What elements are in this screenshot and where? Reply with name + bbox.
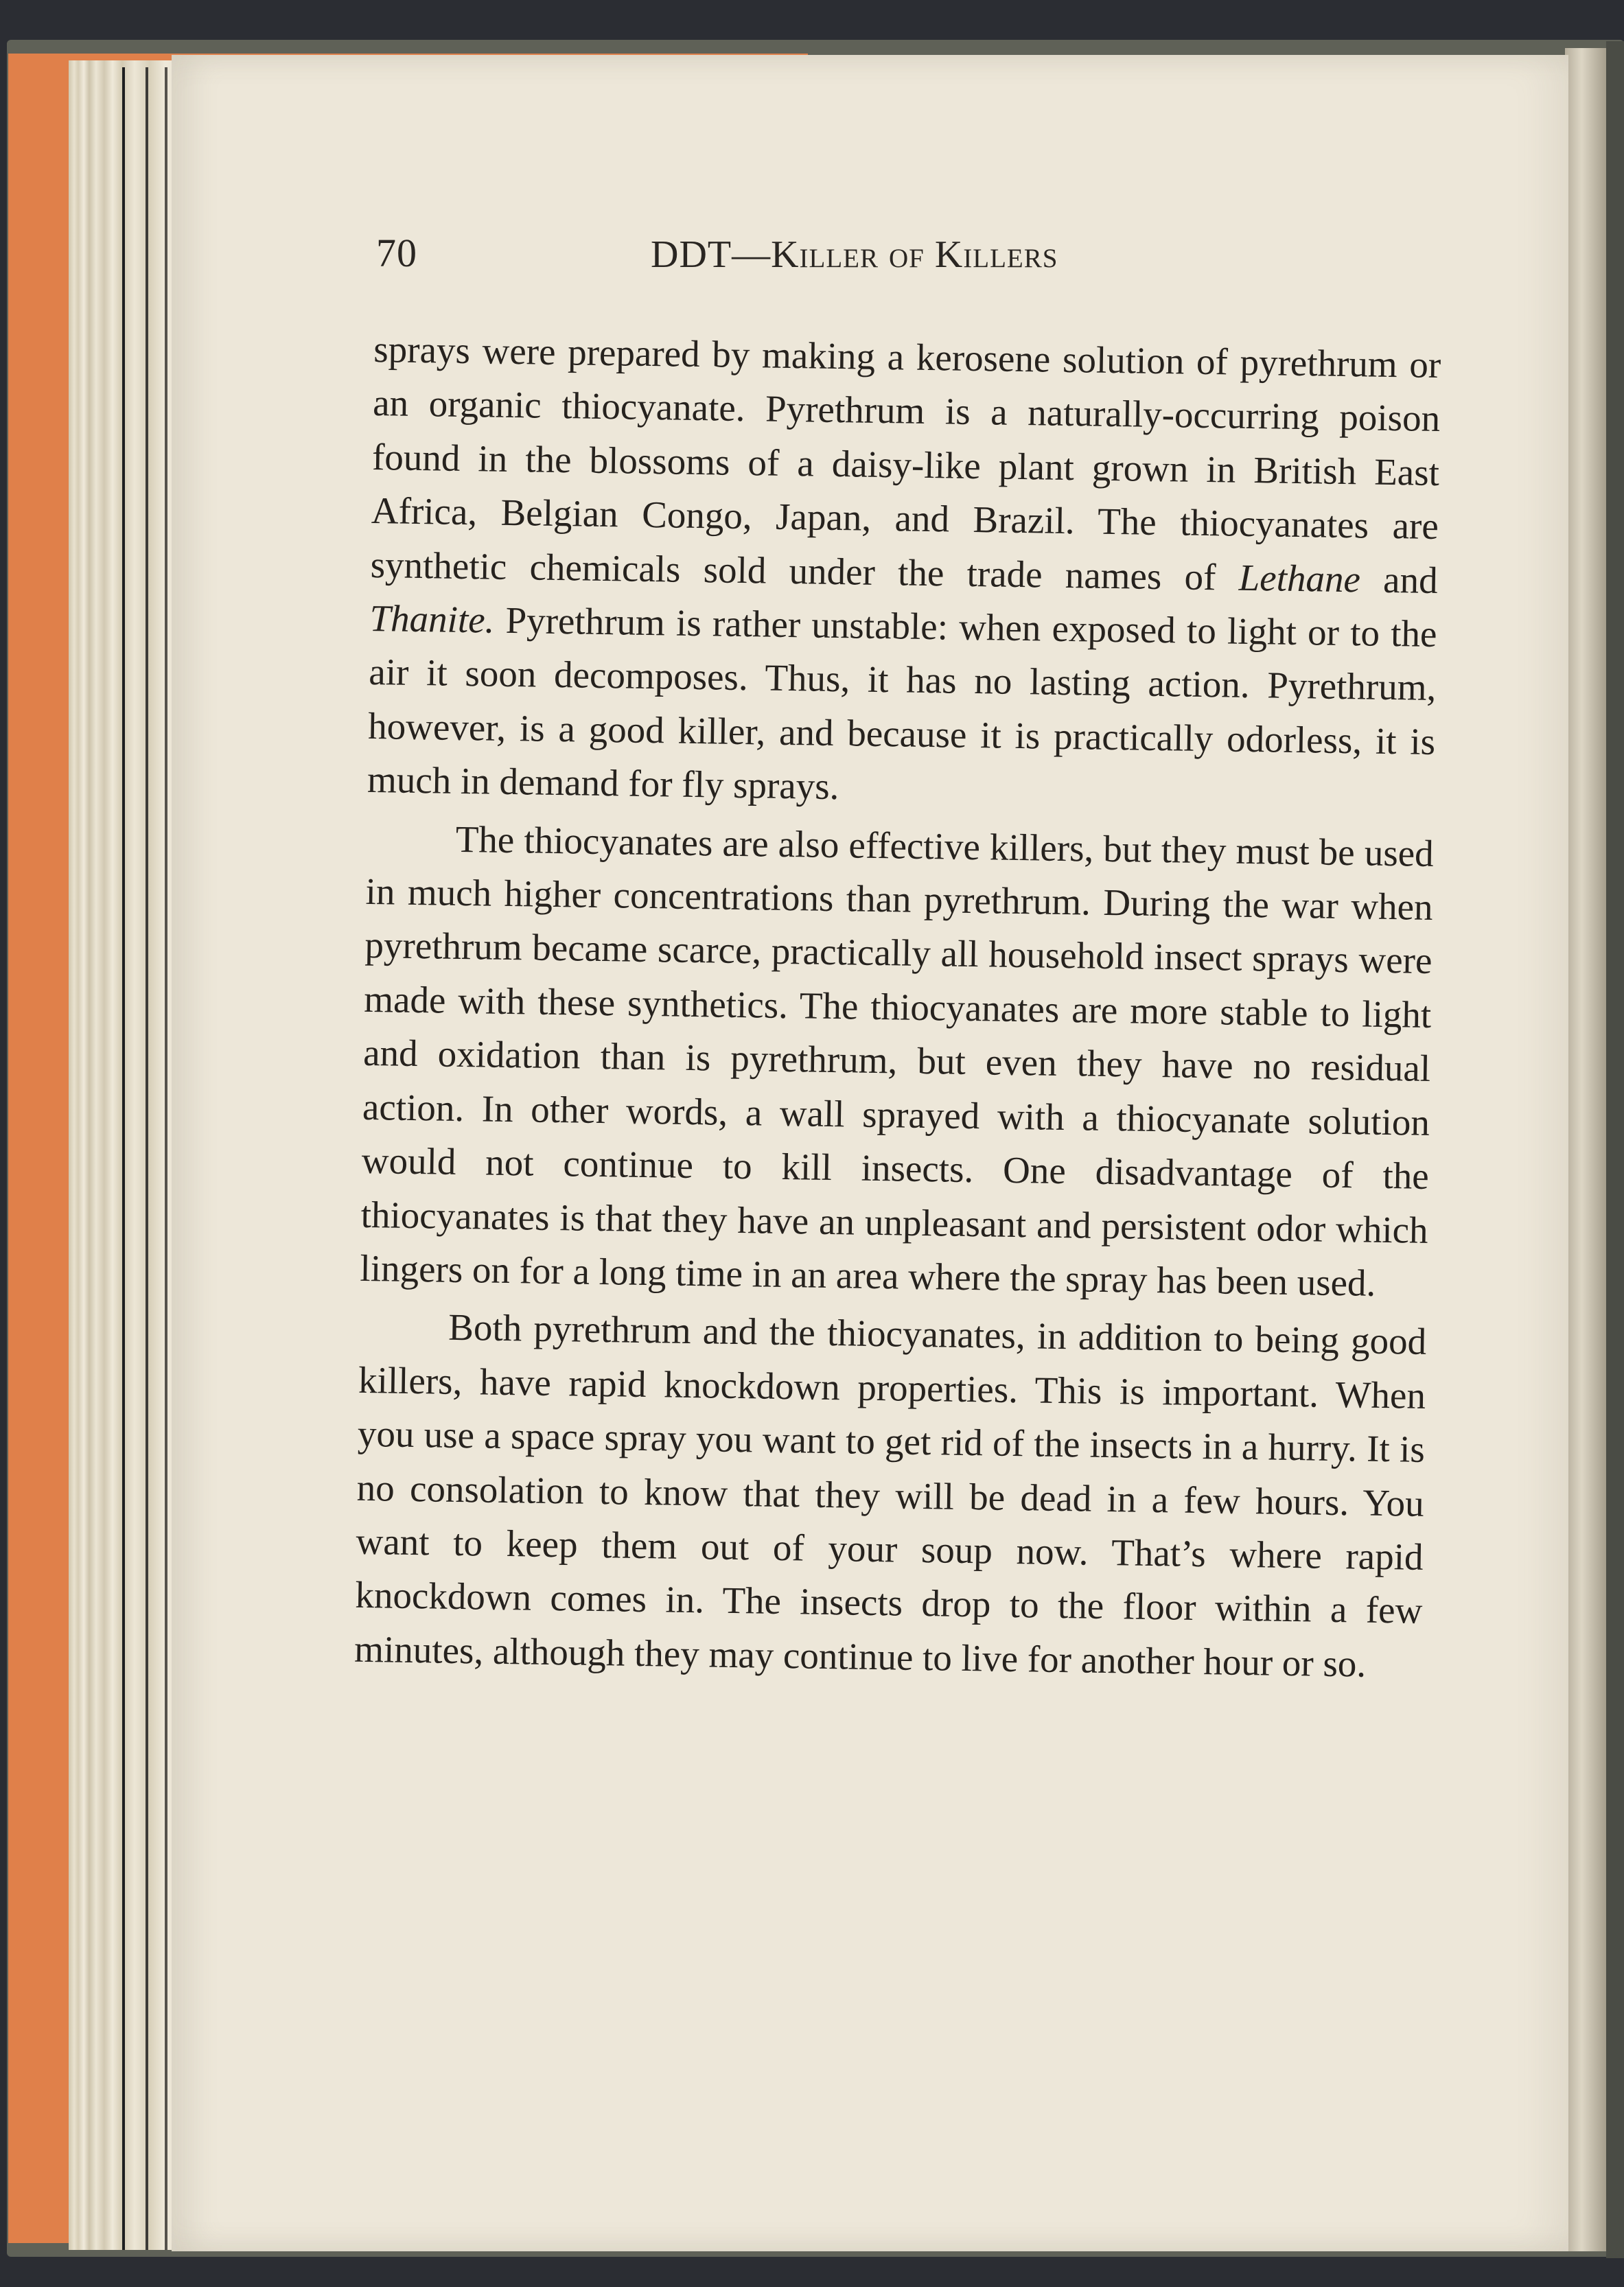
- facing-page-edge: [1565, 48, 1606, 2251]
- paragraph-3: Both pyrethrum and the thiocyanates, in addition to being good killers, have rapid knockdown properties. This is important. When you use a space spray you want to get rid of the insects in a hurry. It is no consolation to know that they will be dead in a few hours. You want to keep them out of your soup now. That’s where rapid knockdown comes in. The insects drop to the floor within a few minutes, although they may continue to live for another hour or so.: [353, 1306, 1427, 1685]
- paragraph-2: The thiocyanates are also effective killers, but they must be used in much higher concentrations than pyrethrum. During the war when pyrethrum became scarce, practically all household insect sprays were made with these synthetics. The thiocyanates are more stable to light and oxidation than is pyrethrum, but even they have no residual action. In other words, a wall sprayed with a thiocyanate solution would not continue to kill insects. One disadvantage of the thiocyanates is that they have an unpleasant and persistent odor which lingers on for a long time in an area where the spray has been used.: [360, 817, 1435, 1304]
- running-title: DDT—Killer of Killers: [651, 233, 1058, 276]
- paragraph-1: [367, 323, 1441, 823]
- trade-name-lethane: Lethane: [1238, 556, 1361, 600]
- page-edges: [69, 60, 189, 2250]
- paragraph-1-text-b: Pyrethrum is rather unstable: when exposed to light or to the air it soon decomposes. Thus, it has no lasting action. Pyrethrum, however, is a good killer, and because it is practically odorless, it is much in demand for fly sprays.: [367, 599, 1437, 808]
- running-head: [376, 230, 1207, 292]
- page-edge-line: [146, 67, 148, 2250]
- page-number: 70: [376, 231, 417, 275]
- paragraph-1-text-a: sprays were prepared by making a kerosene solution of pyrethrum or an organic thiocyanate. Pyrethrum is a naturally-occurring poison found in the blossoms of a daisy-like plant grown in British East Africa, Belgian Congo, Japan, and Brazil. The thiocyanates are synthetic chemicals sold under the trade names of: [370, 327, 1441, 599]
- body-text: [354, 323, 1441, 1692]
- paragraph-1-text-and: and: [1360, 557, 1439, 601]
- cover-edge: [1606, 41, 1624, 2258]
- page-edge-line: [122, 67, 125, 2250]
- page-edge-line: [165, 67, 167, 2250]
- trade-name-thanite: Thanite.: [369, 596, 495, 641]
